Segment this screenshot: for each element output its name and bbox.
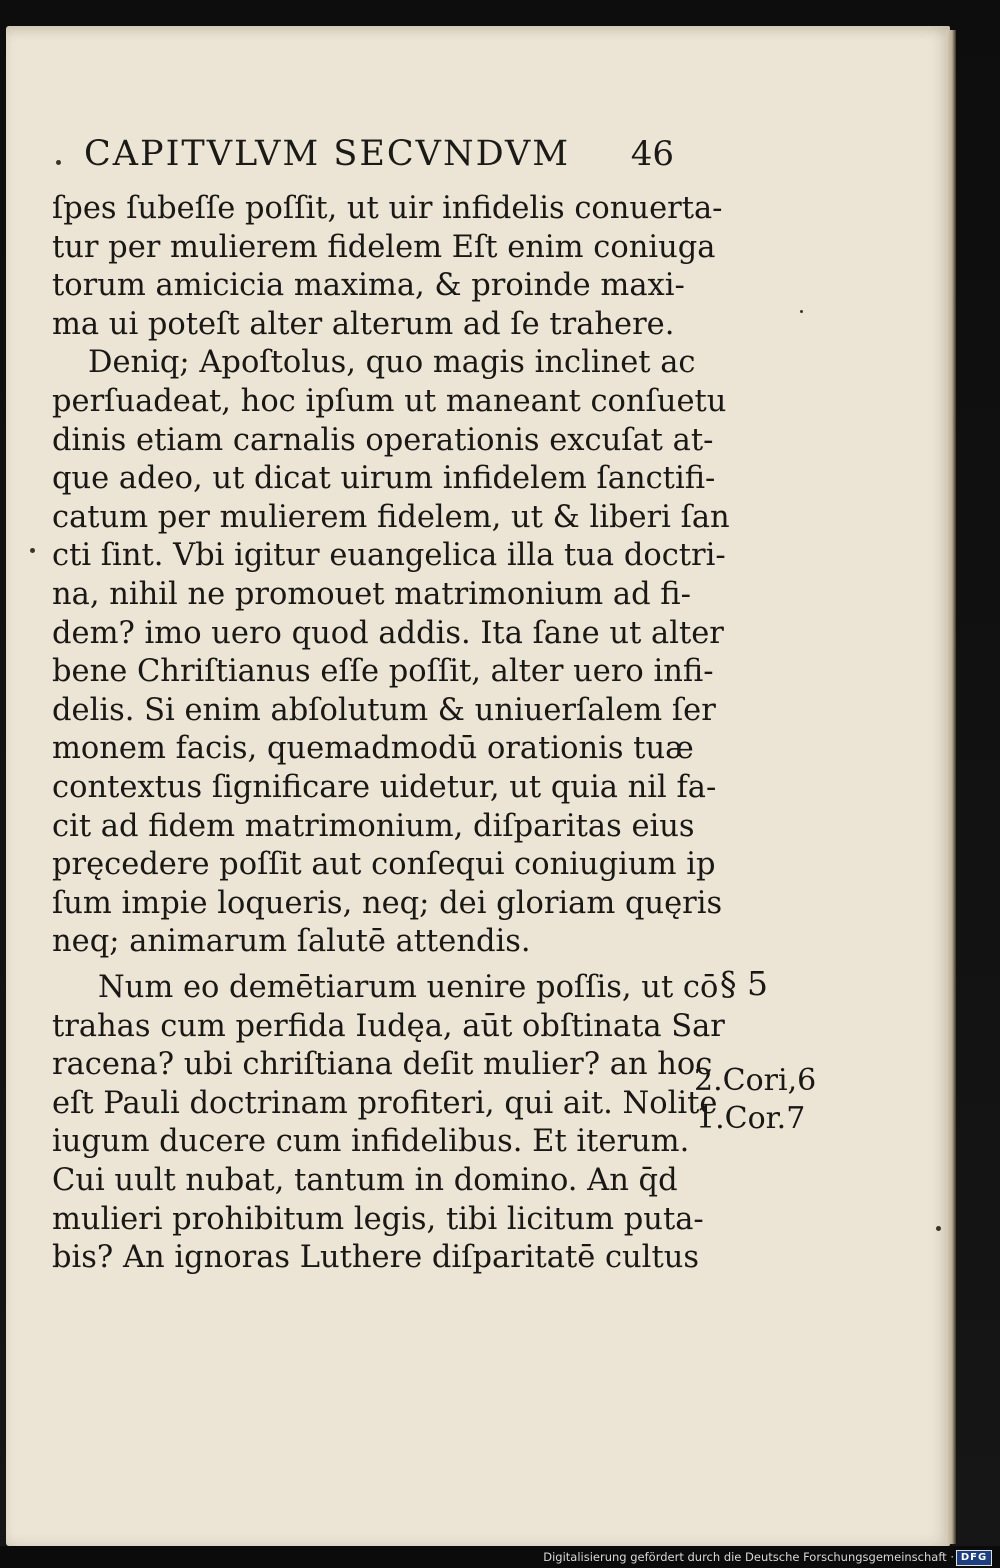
text-line: eſt Pauli doctrinam profiteri, qui ait. Nolite <box>52 1085 718 1121</box>
text-line: mulieri prohibitum legis, tibi licitum puta- <box>52 1201 704 1237</box>
page-edge <box>946 30 956 1544</box>
folio-number: 46 <box>630 134 674 174</box>
text-line: dinis etiam carnalis operationis excuſat at- <box>52 422 714 458</box>
text-line: na, nihil ne promouet matrimonium ad fi- <box>52 576 691 612</box>
text-line: Num eo demētiarum uenire poſſis, ut cō <box>98 970 719 1005</box>
text-line: que adeo, ut dicat uirum infidelem ſanctifi- <box>52 461 716 497</box>
text-line: tur per mulierem fidelem Eſt enim coniuga <box>52 229 716 265</box>
margin-reference: 2.Cori,6 <box>694 1063 817 1098</box>
text-line: Deniq; Apoſtolus, quo magis inclinet ac <box>88 345 696 381</box>
text-line: cit ad fidem matrimonium, diſparitas eius <box>52 808 695 844</box>
text-line: cti ſint. Vbi igitur euangelica illa tua doctri- <box>52 538 726 574</box>
text-line: bis? An ignoras Luthere diſparitatē cultus <box>52 1240 699 1276</box>
text-line: ſum impie loqueris, neq; dei gloriam quęris <box>52 885 723 921</box>
margin-reference: 1.Cor.7 <box>696 1101 806 1136</box>
section-mark: § 5 <box>720 964 768 1003</box>
text-block-lower <box>52 969 725 1278</box>
text-line: ſpes ſubeſſe poſſit, ut uir infidelis conuerta- <box>52 191 723 226</box>
text-line: torum amicicia maxima, & proinde maxi- <box>52 268 685 304</box>
text-line: pręcedere poſſit aut conſequi coniugium ip <box>52 847 716 883</box>
ink-speck <box>800 310 803 313</box>
text-block-upper <box>52 190 730 962</box>
text-line: contextus ſignificare uidetur, ut quia nil fa- <box>52 769 717 805</box>
text-line: Cui uult nubat, tantum in domino. An q̄d <box>52 1162 678 1198</box>
text-line: perſuadeat, hoc ipſum ut maneant conſuetu <box>52 383 727 419</box>
dfg-logo: DFG <box>956 1550 992 1566</box>
ink-speck <box>56 160 61 165</box>
funding-credit: Digitalisierung gefördert durch die Deutsche Forschungsgemeinschaft · <box>543 1550 954 1564</box>
text-line: catum per mulierem fidelem, ut & liberi ſan <box>52 499 730 535</box>
running-title: CAPITVLVM SECVNDVM <box>84 134 571 174</box>
ink-speck <box>936 1226 941 1231</box>
text-line: dem? imo uero quod addis. Ita ſane ut alter <box>52 615 724 651</box>
text-line: neq; animarum ſalutē attendis. <box>52 924 531 960</box>
text-line: racena? ubi chriſtiana deſit mulier? an hoc <box>52 1047 713 1083</box>
text-line: iugum ducere cum infidelibus. Et iterum. <box>52 1124 690 1160</box>
text-line: ma ui poteſt alter alterum ad ſe trahere. <box>52 306 675 342</box>
ink-speck <box>30 548 35 553</box>
text-line: monem facis, quemadmodū orationis tuæ <box>52 731 694 767</box>
text-line: delis. Si enim abſolutum & uniuerſalem ſer <box>52 692 716 728</box>
text-line: bene Chriſtianus eſſe poſſit, alter uero infi- <box>52 654 714 690</box>
running-header <box>84 128 674 180</box>
text-line: trahas cum perfida Iudęa, aūt obſtinata Sar <box>52 1008 725 1044</box>
